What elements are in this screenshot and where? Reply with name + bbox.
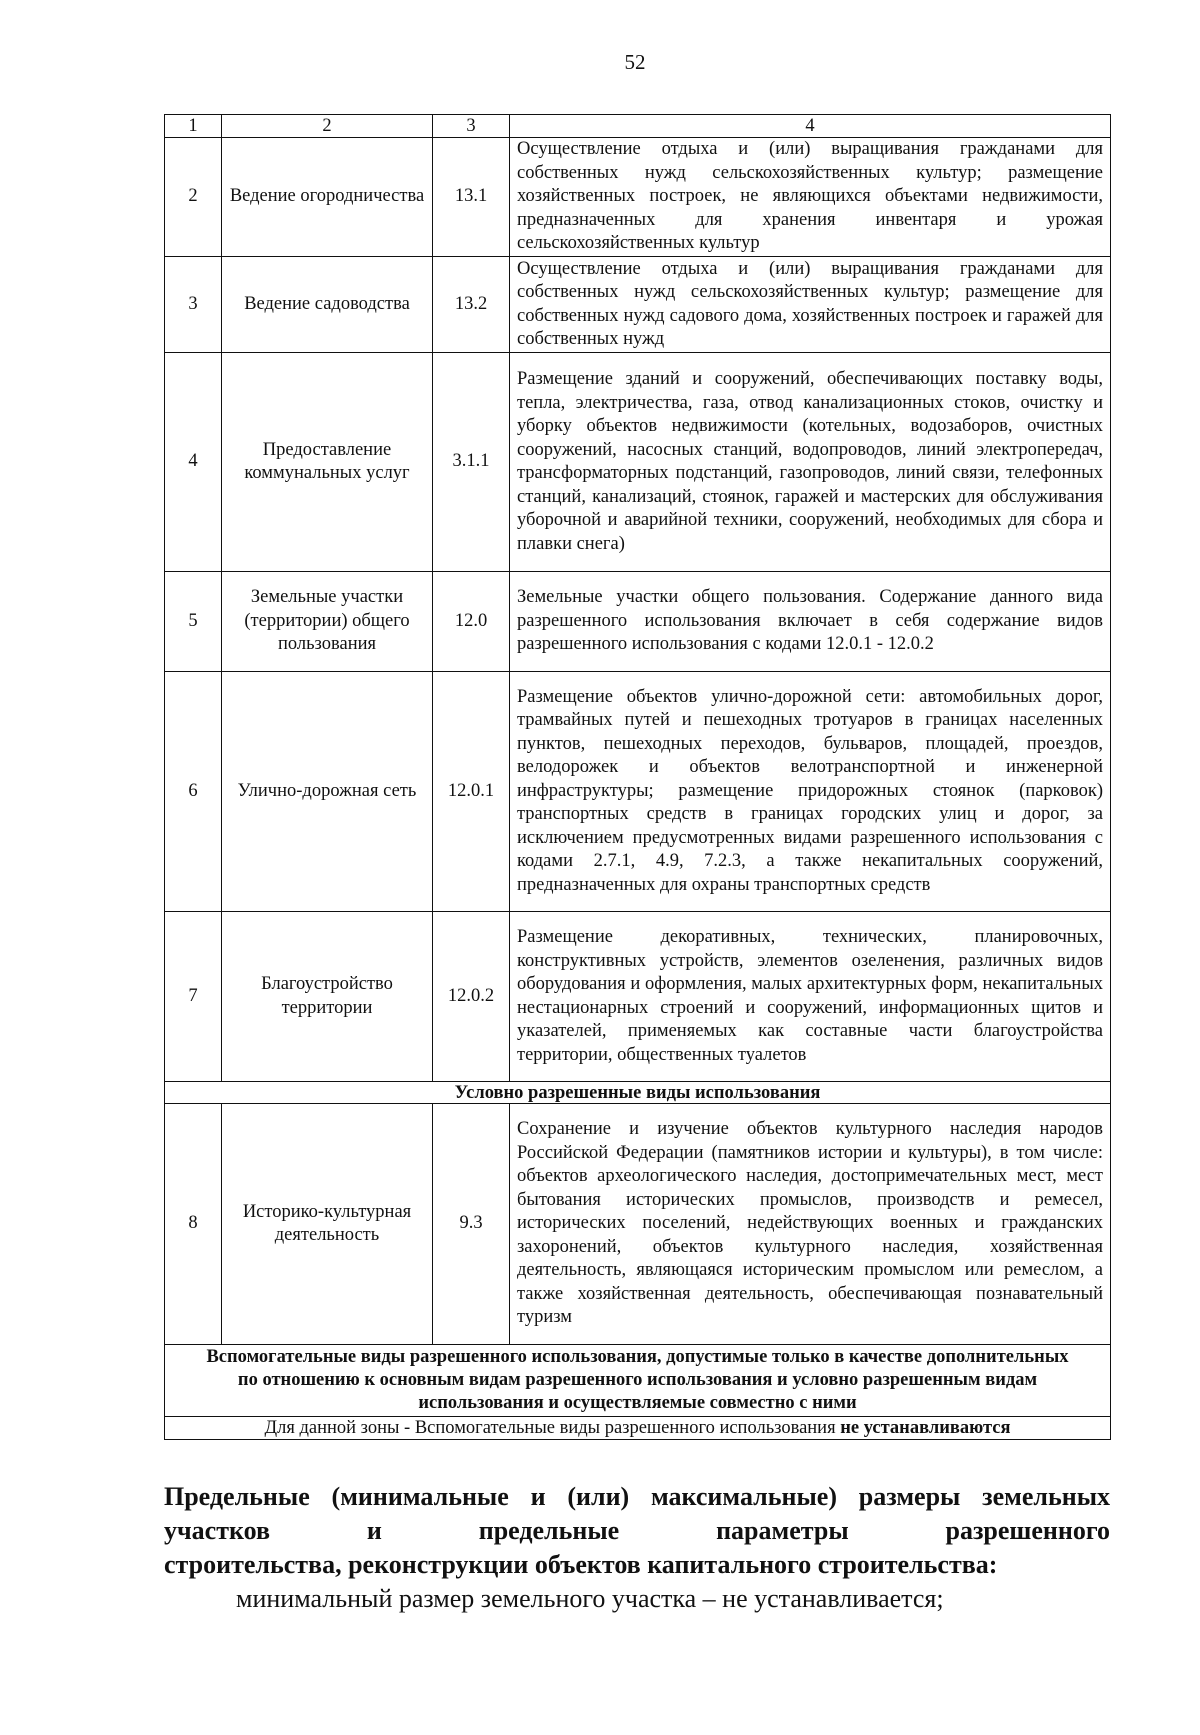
land-use-table — [164, 114, 1111, 1440]
header-cell: 1 — [165, 115, 222, 138]
use-type-name: Ведение садоводства — [222, 257, 433, 353]
header-cell: 3 — [433, 115, 510, 138]
use-type-name: Предоставление коммунальных услуг — [222, 353, 433, 572]
auxiliary-note-text: Для данной зоны - Вспомогательные виды разрешенного использования — [264, 1418, 836, 1438]
auxiliary-uses-note — [165, 1417, 1111, 1440]
use-type-name: Земельные участки (территории) общего пользования — [222, 572, 433, 672]
row-number: 2 — [165, 138, 222, 257]
use-type-description: Размещение объектов улично-дорожной сети: автомобильных дорог, трамвайных путей и пешеходных тротуаров в границах населенных пунктов, пешеходных переходов, бульваров, площадей, проездов, велодорожек и объектов велотранспортной и инженерной инфраструктуры; размещение придорожных стоянок (парковок) транспортных средств в границах городских улиц и дорог, за исключением предусмотренных видами разрешенного использования с кодами 2.7.1, 4.9, 7.2.3, а также некапитальных сооружений, предназначенных для охраны транспортных средств — [510, 672, 1111, 912]
table-row — [165, 138, 1111, 257]
use-type-description: Осуществление отдыха и (или) выращивания гражданами для собственных нужд сельскохозяйственных культур; размещение хозяйственных построек, не являющихся объектами недвижимости, предназначенных для хранения инвентаря и урожая сельскохозяйственных культур — [510, 138, 1111, 257]
use-type-name: Благоустройство территории — [222, 912, 433, 1082]
use-type-code: 9.3 — [433, 1104, 510, 1345]
table-header-row — [165, 115, 1111, 138]
use-type-code: 13.1 — [433, 138, 510, 257]
auxiliary-heading-row — [165, 1345, 1111, 1417]
row-number: 3 — [165, 257, 222, 353]
use-type-code: 3.1.1 — [433, 353, 510, 572]
section-heading — [164, 1480, 1110, 1582]
row-number: 7 — [165, 912, 222, 1082]
table-row — [165, 257, 1111, 353]
row-number: 8 — [165, 1104, 222, 1345]
use-type-description: Осуществление отдыха и (или) выращивания гражданами для собственных нужд сельскохозяйственных культур; размещение для собственных нужд садового дома, хозяйственных построек и гаражей для собственных нужд — [510, 257, 1111, 353]
page-number: 52 — [624, 50, 646, 74]
conditional-heading-row — [165, 1082, 1111, 1104]
use-type-description: Сохранение и изучение объектов культурного наследия народов Российской Федерации (памятников истории и культуры), в том числе: объектов археологического наследия, достопримечательных мест, мест бытования исторических промыслов, производств и ремесел, исторических поселений, недействующих военных и гражданских захоронений, объектов культурного наследия, хозяйственная деятельность, являющаяся историческим промыслом или ремеслом, а также хозяйственная деятельность, обеспечивающая познавательный туризм — [510, 1104, 1111, 1345]
use-type-description: Размещение декоративных, технических, планировочных, конструктивных устройств, элементов озеленения, различных видов оборудования и оформления, малых архитектурных форм, некапитальных нестационарных строений и сооружений, информационных щитов и указателей, применяемых как составные части благоустройства территории, общественных туалетов — [510, 912, 1111, 1082]
header-cell: 2 — [222, 115, 433, 138]
use-type-code: 13.2 — [433, 257, 510, 353]
table-row — [165, 912, 1111, 1082]
use-type-code: 12.0.1 — [433, 672, 510, 912]
use-type-name: Ведение огородничества — [222, 138, 433, 257]
table-row — [165, 1104, 1111, 1345]
row-number: 6 — [165, 672, 222, 912]
header-cell: 4 — [510, 115, 1111, 138]
row-number: 5 — [165, 572, 222, 672]
use-type-code: 12.0 — [433, 572, 510, 672]
use-type-name: Историко-культурная деятельность — [222, 1104, 433, 1345]
table-row — [165, 672, 1111, 912]
auxiliary-note-row — [165, 1417, 1111, 1440]
use-type-description: Размещение зданий и сооружений, обеспечивающих поставку воды, тепла, электричества, газа, отвод канализационных стоков, очистку и уборку объектов недвижимости (котельных, водозаборов, очистных сооружений, насосных станций, водопроводов, линий электропередач, трансформаторных подстанций, газопроводов, линий связи, телефонных станций, канализаций, стоянок, гаражей и мастерских для обслуживания уборочной и аварийной техники, сооружений, необходимых для сбора и плавки снега) — [510, 353, 1111, 572]
auxiliary-note-emphasis: не устанавливаются — [840, 1418, 1011, 1438]
use-type-code: 12.0.2 — [433, 912, 510, 1082]
section-heading-body: Предельные (минимальные и (или) максимальные) размеры земельных участков и предельные параметры разрешенного — [164, 1482, 1110, 1545]
conditional-uses-heading: Условно разрешенные виды использования — [165, 1082, 1111, 1104]
row-number: 4 — [165, 353, 222, 572]
min-plot-size-note: минимальный размер земельного участка – не устанавливается; — [236, 1584, 944, 1613]
table-row — [165, 353, 1111, 572]
table-row — [165, 572, 1111, 672]
section-heading-last-line: строительства, реконструкции объектов капитального строительства: — [164, 1550, 998, 1579]
auxiliary-uses-heading: Вспомогательные виды разрешенного использования, допустимые только в качестве дополнительных по отношению к основным видам разрешенного использования и условно разрешенным видам использования и осуществляемые совместно с ними — [165, 1345, 1111, 1417]
use-type-description: Земельные участки общего пользования. Содержание данного вида разрешенного использования включает в себя содержание видов разрешенного использования с кодами 12.0.1 - 12.0.2 — [510, 572, 1111, 672]
use-type-name: Улично-дорожная сеть — [222, 672, 433, 912]
